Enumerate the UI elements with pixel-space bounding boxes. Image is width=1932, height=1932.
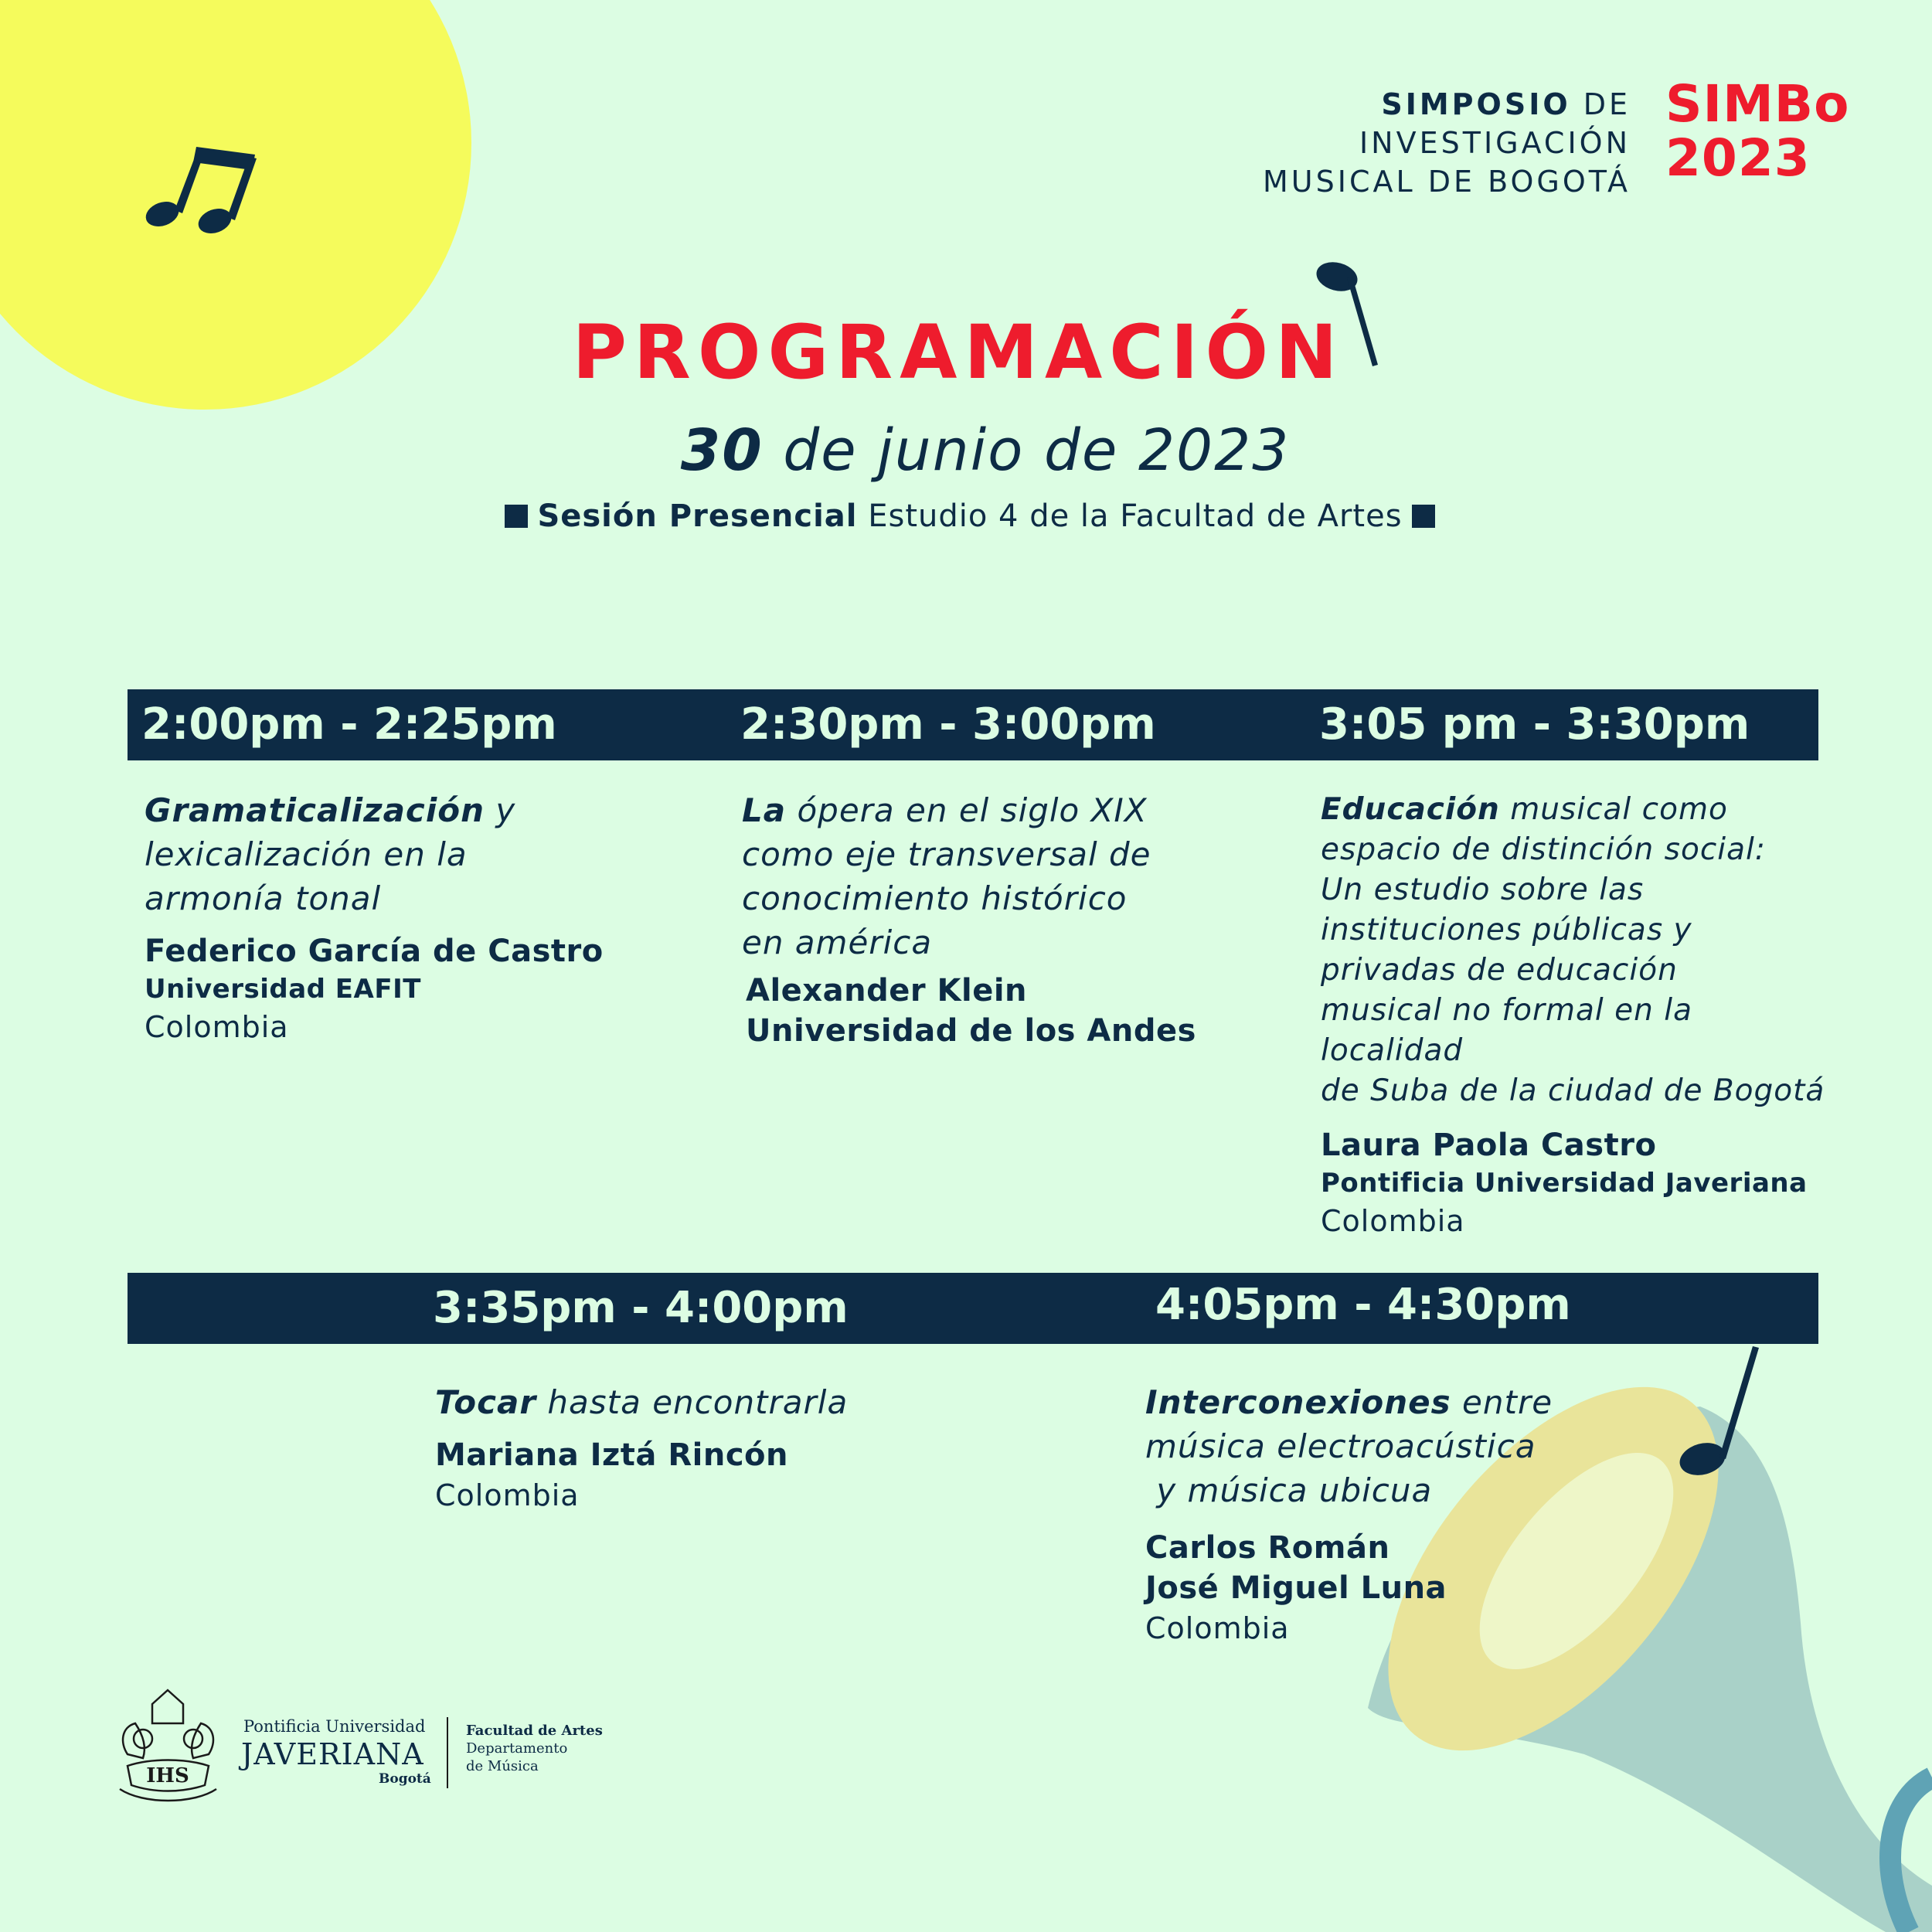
talk-title xyxy=(145,788,701,920)
session-line xyxy=(0,498,1932,534)
talk-title-line: espacio de distinción social: xyxy=(1321,832,1766,867)
talk-title-line: instituciones públicas y xyxy=(1321,913,1692,947)
talk-card xyxy=(435,1380,976,1515)
talk-title xyxy=(742,788,1283,964)
logo-year: 2023 xyxy=(1665,128,1811,188)
talk-title-first-word: Gramaticalización xyxy=(145,791,485,829)
speaker-name: Alexander Klein xyxy=(746,973,1028,1009)
talk-title-line: hasta encontrarla xyxy=(536,1383,849,1421)
speaker-country: Colombia xyxy=(145,1010,289,1044)
university-crest-logo xyxy=(104,1681,232,1808)
simbo-logo xyxy=(1665,74,1850,188)
university-name-small: Pontificia Universidad xyxy=(243,1717,426,1736)
page-title: PROGRAMACIÓN xyxy=(572,309,1345,396)
talk-title xyxy=(435,1380,976,1424)
brand-line1-bold: SIMPOSIO xyxy=(1381,87,1571,121)
speaker-institution: Universidad EAFIT xyxy=(145,974,421,1005)
talk-title-first-word: Tocar xyxy=(435,1383,537,1421)
talk-title-line: en américa xyxy=(742,923,933,961)
brand-line1-rest: DE xyxy=(1570,87,1631,121)
talk-card xyxy=(1321,790,1831,1241)
faculty-name: Facultad de Artes xyxy=(466,1723,603,1739)
square-bullet-icon xyxy=(505,505,528,528)
talk-card xyxy=(742,788,1283,1051)
university-city: Bogotá xyxy=(379,1771,431,1787)
footer-divider xyxy=(447,1717,448,1788)
talk-title-first-word: Interconexiones xyxy=(1145,1383,1451,1421)
university-name: JAVERIANA xyxy=(241,1737,424,1771)
event-date xyxy=(0,417,1932,484)
time-slot: 4:05pm - 4:30pm xyxy=(1155,1280,1571,1330)
talk-title-line: música electroacústica xyxy=(1145,1427,1536,1465)
symposium-name xyxy=(1263,85,1631,201)
talk-title xyxy=(1145,1380,1686,1512)
talk-title-line: privadas de educación xyxy=(1321,953,1678,988)
date-rest: de junio de 2023 xyxy=(763,417,1291,484)
faculty-block xyxy=(466,1722,603,1775)
talk-title-line: y xyxy=(484,791,516,829)
talk-card xyxy=(145,788,701,1047)
talk-card xyxy=(1145,1380,1686,1648)
session-location: Estudio 4 de la Facultad de Artes xyxy=(857,498,1403,534)
talk-title-line: musical como xyxy=(1499,792,1728,827)
speaker-institution: Universidad de los Andes xyxy=(746,1013,1196,1049)
talk-title-line: entre xyxy=(1451,1383,1553,1421)
talk-title-first-word: La xyxy=(742,791,787,829)
talk-title-line: conocimiento histórico xyxy=(742,879,1128,917)
department-line1: Departamento xyxy=(466,1740,568,1757)
talk-title xyxy=(1321,790,1831,1111)
speaker-name: Mariana Iztá Rincón xyxy=(435,1437,788,1473)
speaker-name: José Miguel Luna xyxy=(1145,1570,1447,1606)
speaker-institution: Pontificia Universidad Javeriana xyxy=(1321,1168,1808,1199)
time-slot: 2:30pm - 3:00pm xyxy=(740,699,1156,750)
talk-title-line: lexicalización en la xyxy=(145,835,468,873)
department-line2: de Música xyxy=(466,1758,539,1774)
logo-name: SIMBo xyxy=(1665,74,1850,134)
talk-title-line: musical no formal en la localidad xyxy=(1321,993,1693,1068)
talk-title-line: armonía tonal xyxy=(145,879,382,917)
brand-line2: INVESTIGACIÓN xyxy=(1359,126,1631,160)
date-day: 30 xyxy=(680,417,764,484)
talk-title-line: de Suba de la ciudad de Bogotá xyxy=(1321,1073,1825,1108)
talk-title-line: como eje transversal de xyxy=(742,835,1151,873)
brand-line3: MUSICAL DE BOGOTÁ xyxy=(1263,165,1631,199)
crest-text: IHS xyxy=(146,1764,189,1787)
time-slot: 2:00pm - 2:25pm xyxy=(141,699,557,750)
speaker-name: Carlos Román xyxy=(1145,1530,1390,1566)
talk-title-first-word: Educación xyxy=(1321,792,1500,827)
time-slot: 3:05 pm - 3:30pm xyxy=(1319,699,1750,750)
speaker-country: Colombia xyxy=(1321,1204,1465,1238)
speaker-country: Colombia xyxy=(1145,1611,1290,1645)
speaker-country: Colombia xyxy=(435,1478,580,1512)
talk-title-line: Un estudio sobre las xyxy=(1321,872,1645,907)
square-bullet-icon xyxy=(1412,505,1435,528)
time-slot: 3:35pm - 4:00pm xyxy=(433,1283,849,1333)
talk-title-line: ópera en el siglo XIX xyxy=(786,791,1148,829)
talk-title-line: y música ubicua xyxy=(1145,1471,1433,1509)
speaker-name: Laura Paola Castro xyxy=(1321,1128,1657,1163)
session-type: Sesión Presencial xyxy=(537,498,858,534)
speaker-name: Federico García de Castro xyxy=(145,934,604,969)
